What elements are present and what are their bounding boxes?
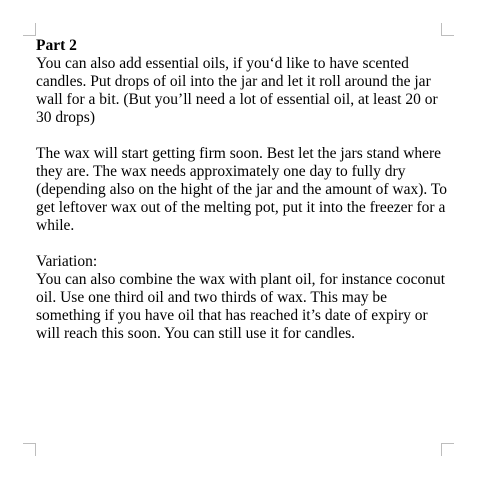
paragraph-essential-oils: You can also add essential oils, if you‘d like to have scented candles. Put drops of oil into the jar and let it roll around the jar wall for a bit. (But you’ll need a lot of essential oil, at least 20 or 30 drops) xyxy=(36,55,438,126)
section-heading: Part 2 xyxy=(36,37,77,54)
crop-mark-top-right xyxy=(441,23,454,36)
paragraph-variation: You can also combine the wax with plant oil, for instance coconut oil. Use one third oil and two thirds of wax. This may be something if you have oil that has reached it’s date of expiry or will reach this soon. You can still use it for candles. xyxy=(36,271,446,342)
variation-label: Variation: xyxy=(36,253,98,270)
blank-line xyxy=(36,235,448,253)
crop-mark-top-left xyxy=(23,23,36,36)
crop-mark-bottom-right xyxy=(441,443,454,456)
document-body[interactable] xyxy=(36,37,448,343)
paragraph-wax-firming: The wax will start getting firm soon. Best let the jars stand where they are. The wax needs approximately one day to fully dry (depending also on the hight of the jar and the amount of wax). To get leftover wax out of the melting pot, put it into the freezer for a while. xyxy=(36,145,447,234)
blank-line xyxy=(36,127,448,145)
crop-mark-bottom-left xyxy=(23,443,36,456)
